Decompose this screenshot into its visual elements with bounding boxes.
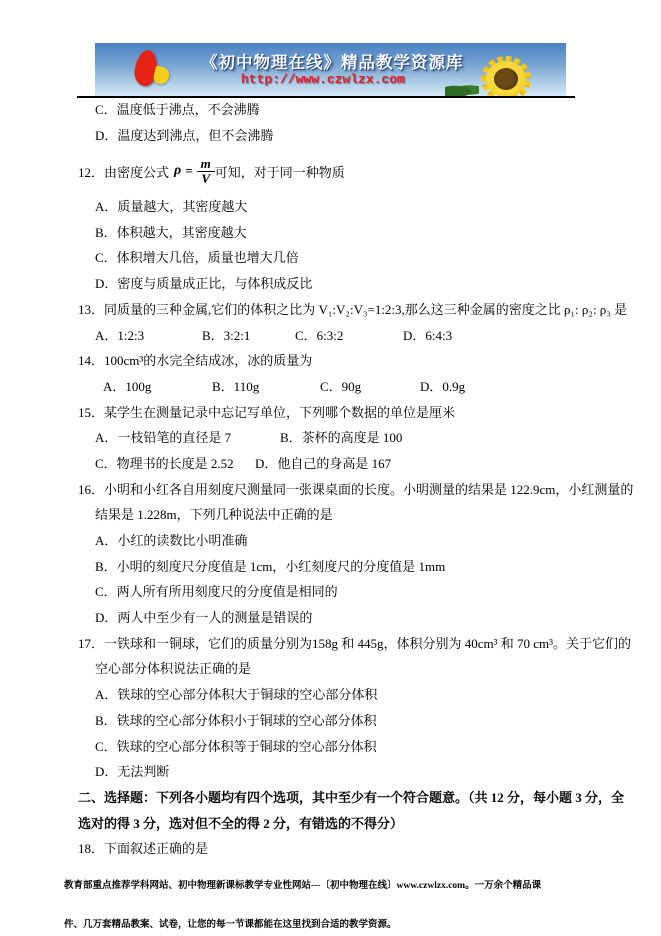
q15-stem: 15．某学生在测量记录中忘记写单位，下列哪个数据的单位是厘米 — [78, 404, 456, 420]
q15-option-c: C．物理书的长度是 2.52 — [95, 455, 234, 471]
footer-note — [64, 854, 646, 936]
q13-option-c: C．6:3:2 — [295, 327, 344, 343]
formula-rho: ρ — [174, 163, 182, 179]
sunflower-icon — [478, 56, 534, 97]
formula-equals: = — [185, 163, 193, 179]
formula-denominator: V — [201, 170, 211, 186]
q18-stem: 18．下面叙述正确的是 — [78, 841, 209, 857]
exam-content — [78, 97, 634, 862]
footer-line2: 件、几万套精品教案、试卷，让您的每一节课都能在这里找到合适的教学资源。 — [64, 920, 397, 930]
q14-option-c: C．90g — [320, 378, 362, 394]
q12-stem — [78, 148, 588, 194]
q13-option-d: D．6:4:3 — [403, 327, 453, 343]
q16-option-d: D．两人中至少有一人的测量是错误的 — [95, 610, 313, 626]
q16-option-b: B．小明的刻度尺分度值是 1cm，小红刻度尺的分度值是 1mm — [95, 558, 446, 574]
q16-option-c: C．两人所有所用刻度尺的分度值是相同的 — [95, 584, 338, 600]
q11-option-c: C．温度低于沸点，不会沸腾 — [95, 102, 260, 117]
q11-option-d: D．温度达到沸点，但不会沸腾 — [95, 127, 274, 143]
density-formula — [169, 157, 215, 186]
banner-url-text: http://www.czwlzx.com — [241, 72, 405, 87]
q17-option-a: A．铁球的空心部分体积大于铜球的空心部分体积 — [95, 687, 378, 703]
q14-option-a: A．100g — [103, 378, 152, 394]
q17-stem-line2: 空心部分体积说法正确的是 — [95, 661, 252, 677]
q16-stem-line2: 结果是 1.228m，下列几种说法中正确的是 — [95, 507, 333, 523]
flame-yellow-shape — [152, 65, 171, 85]
q15-option-d: D．他自己的身高是 167 — [255, 455, 392, 471]
section2-header-line1: 二、选择题：下列各小题均有四个选项，其中至少有一个符合题意。（共 12 分，每小题 3 分，全 — [78, 789, 625, 805]
section2-header-line2: 选对的得 3 分，选对但不全的得 2 分，有错选的不得分） — [78, 815, 404, 831]
q16-option-a: A．小红的读数比小明准确 — [95, 533, 248, 548]
q14-stem: 14．100cm³的水完全结成冰，冰的质量为 — [78, 353, 313, 369]
banner-title: 《初中物理在线》精品教学资源库 — [201, 53, 464, 72]
q15-option-b: B．茶杯的高度是 100 — [280, 430, 403, 446]
q14-options-row — [78, 374, 588, 400]
sunflower-center — [494, 68, 518, 90]
leaf-icon — [445, 83, 479, 97]
q17-option-b: B．铁球的空心部分体积小于铜球的空心部分体积 — [95, 712, 377, 728]
q13-options-row — [78, 323, 588, 349]
q15-option-a: A．一枝铅笔的直径是 7 — [95, 430, 232, 446]
footer-line1: 教育部重点推荐学科网站、初中物理新课标教学专业性网站---〔初中物理在线〕www.czwlzx.com。一万余个精品课 — [64, 881, 542, 891]
q12-stem-prefix: 12．由密度公式 — [78, 164, 170, 180]
q12-option-c: C．体积增大几倍，质量也增大几倍 — [95, 250, 299, 266]
flame-logo-icon — [133, 50, 175, 90]
header-banner-image — [95, 43, 566, 97]
formula-numerator: m — [197, 157, 215, 172]
q15-options-row2 — [78, 451, 588, 477]
q17-option-d: D．无法判断 — [95, 764, 170, 780]
q13-option-a: A．1:2:3 — [95, 327, 145, 343]
q17-stem-line1: 17．一铁球和一铜球，它们的质量分别为158g 和 445g，体积分别为 40cm³ 和 70 cm³。关于它们的 — [78, 635, 632, 651]
q13-stem: 13．同质量的三种金属,它们的体积之比为 V₁:V₂:V₃=1:2:3,那么这三种金属的密度之比 ρ₁: ρ₂: ρ₃ 是 — [78, 301, 628, 317]
q12-stem-suffix: 可知，对于同一种物质 — [214, 164, 345, 180]
q16-stem-line1: 16．小明和小红各自用刻度尺测量同一张课桌面的长度。小明测量的结果是 122.9cm，小红测量的 — [78, 481, 634, 497]
q17-option-c: C．铁球的空心部分体积等于铜球的空心部分体积 — [95, 738, 377, 754]
q12-option-a: A．质量越大，其密度越大 — [95, 199, 248, 215]
formula-fraction — [197, 157, 215, 186]
q13-option-b: B．3:2:1 — [202, 327, 251, 343]
q14-option-b: B．110g — [212, 378, 260, 394]
q15-options-row1 — [78, 425, 588, 451]
q12-option-d: D．密度与质量成正比，与体积成反比 — [95, 276, 313, 292]
q12-option-b: B．体积越大，其密度越大 — [95, 224, 247, 240]
q14-option-d: D．0.9g — [420, 378, 466, 394]
